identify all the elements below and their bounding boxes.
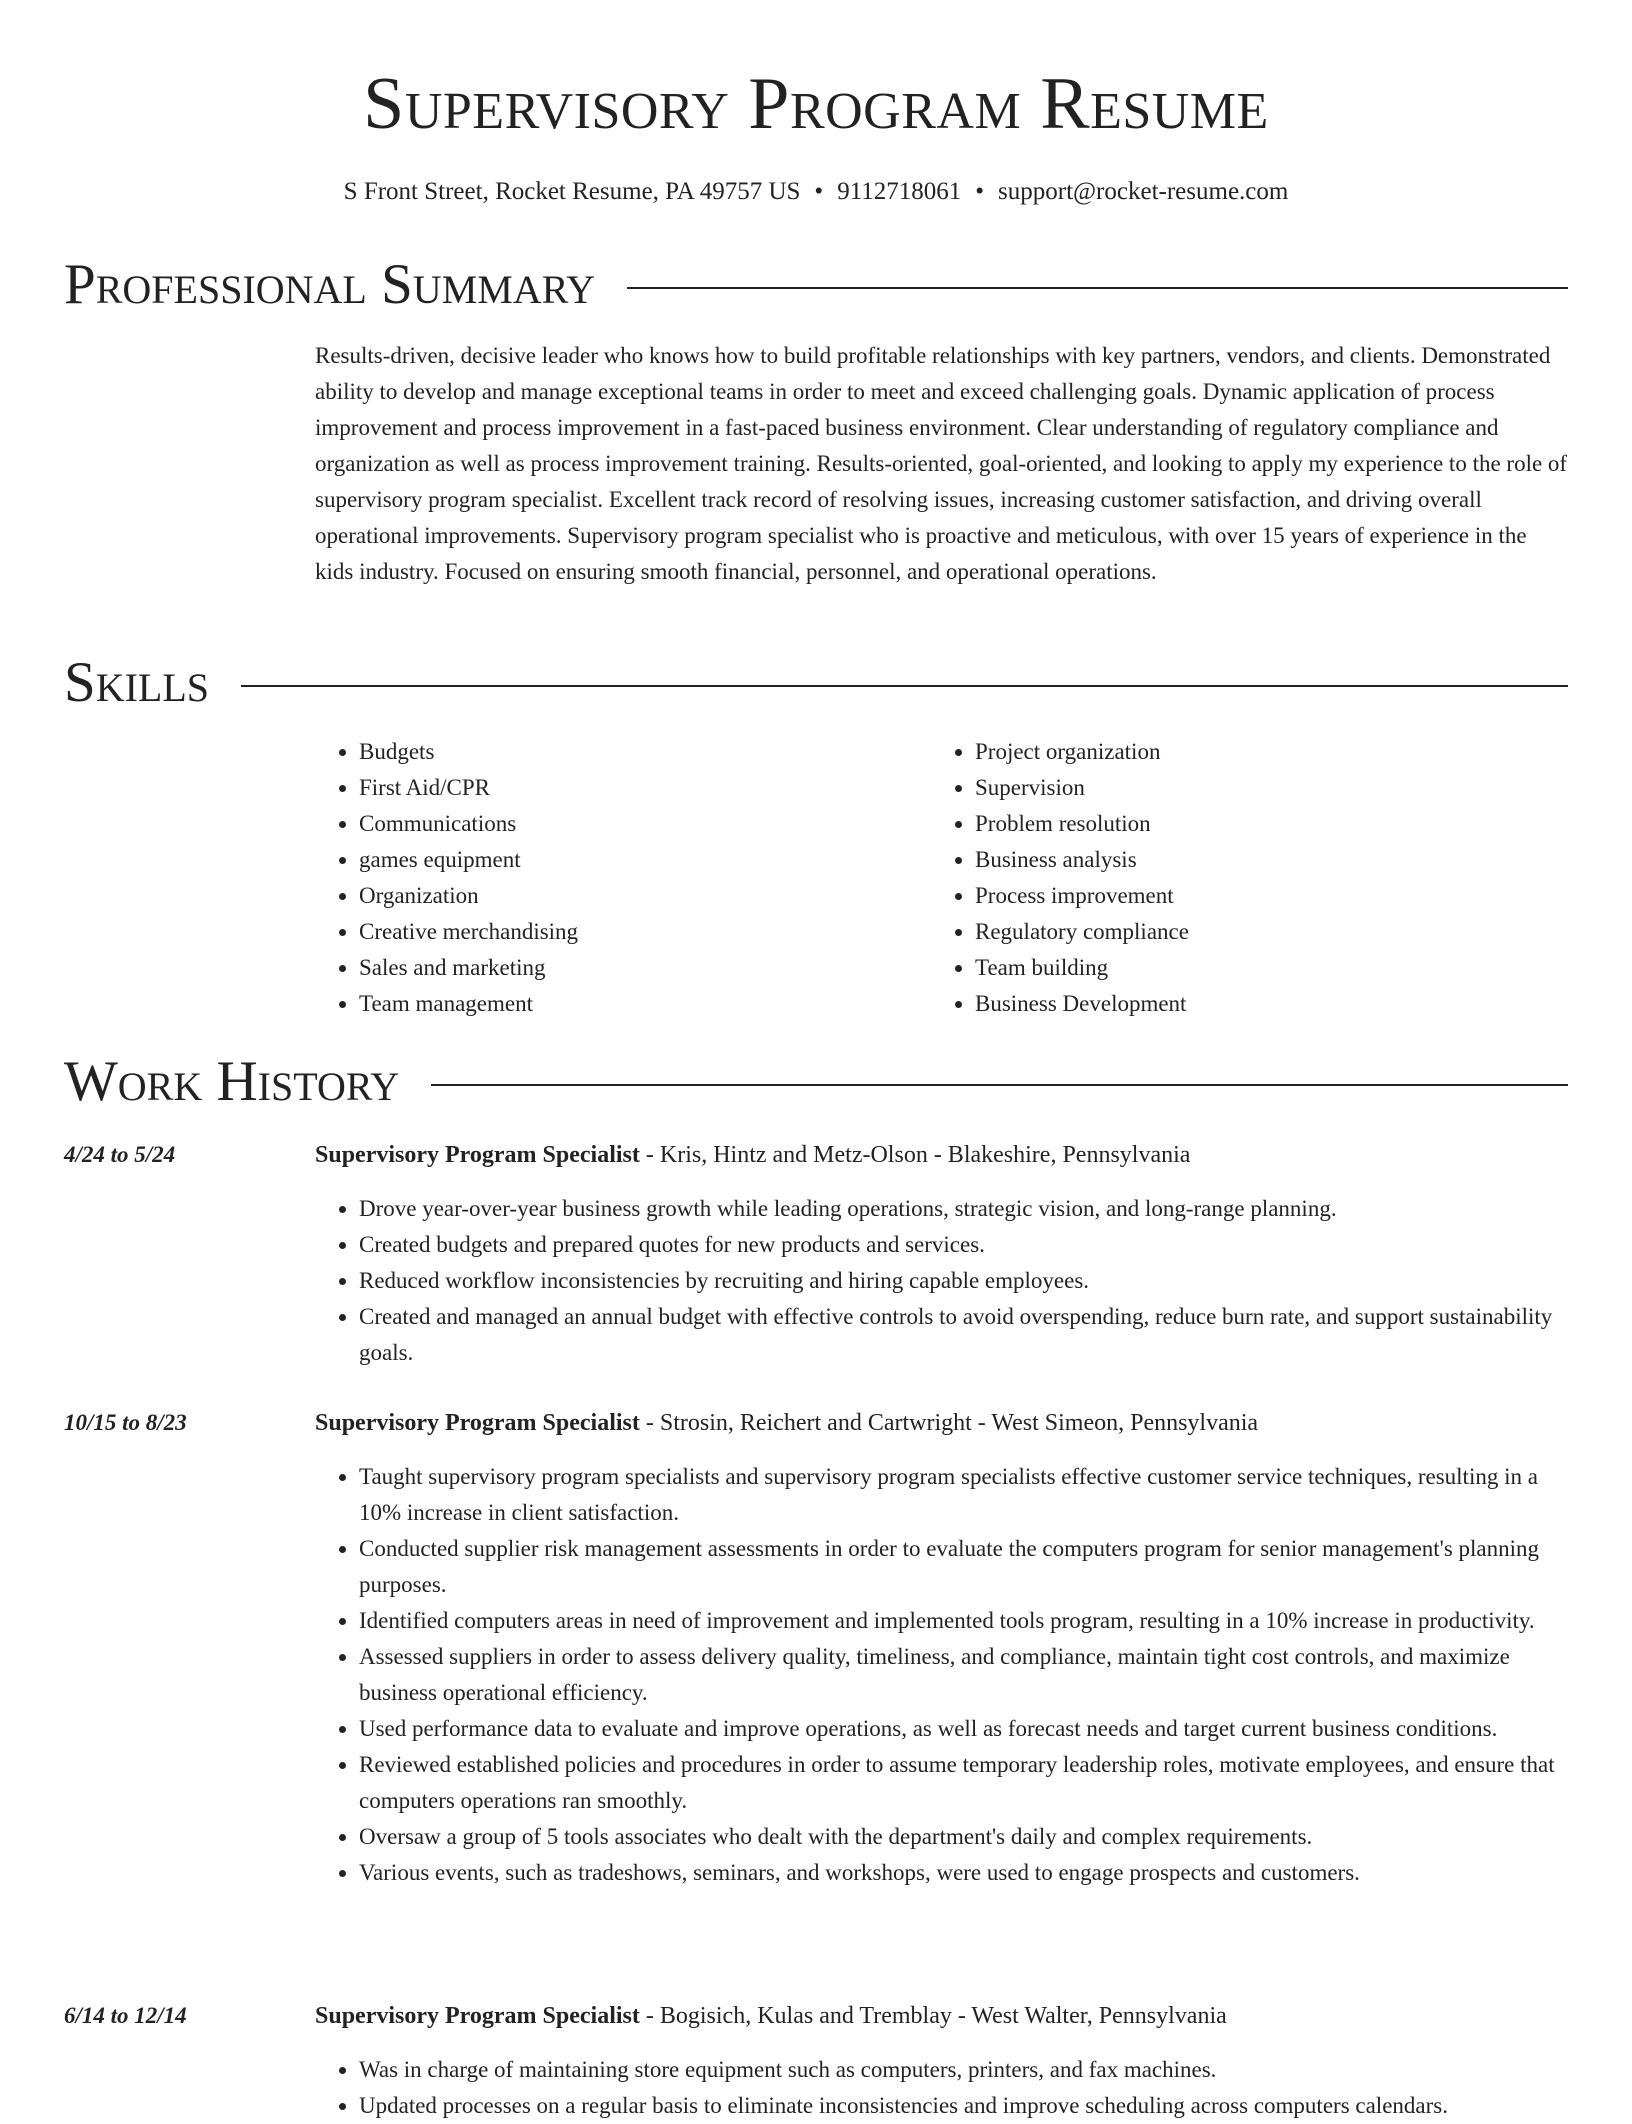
- resume-title: Supervisory Program Resume: [363, 63, 1269, 145]
- job-employer: - Kris, Hintz and Metz-Olson - Blakeshire, Pennsylvania: [639, 1142, 1191, 1168]
- skill-item: • Budgets: [359, 734, 931, 770]
- job-title: Supervisory Program Specialist: [315, 1142, 640, 1168]
- job-bullet: • Used performance data to evaluate and improve operations, as well as forecast needs and target current business conditions.: [359, 1711, 1568, 1747]
- job-bullet: • Created budgets and prepared quotes for new products and services.: [359, 1227, 1568, 1263]
- skill-item: • Process improvement: [975, 878, 1547, 914]
- work-section-header: [64, 1049, 1568, 1115]
- skill-item: • Business Development: [975, 986, 1547, 1022]
- job-bullet: • Taught supervisory program specialists and supervisory program specialists effective customer service techniques, resulting in a 10% increase in client satisfaction.: [359, 1459, 1568, 1531]
- job-title: Supervisory Program Specialist: [315, 1410, 640, 1436]
- job-bullet: • Created and managed an annual budget with effective controls to avoid overspending, reduce burn rate, and support sustainability goals.: [359, 1299, 1568, 1371]
- job-dates: 10/15 to 8/23: [64, 1410, 187, 1435]
- job-employer: - Bogisich, Kulas and Tremblay - West Walter, Pennsylvania: [639, 2003, 1227, 2029]
- job-heading: [315, 1405, 1568, 1441]
- contact-address: S Front Street, Rocket Resume, PA 49757 US: [343, 178, 801, 205]
- job-dates: 4/24 to 5/24: [64, 1142, 176, 1167]
- job-bullet: • Conducted supplier risk management assessments in order to evaluate the computers program for senior management's planning purposes.: [359, 1531, 1568, 1603]
- skill-item: • games equipment: [359, 842, 931, 878]
- summary-section-title: Professional Summary: [64, 253, 596, 316]
- job-bullet: • Reduced workflow inconsistencies by recruiting and hiring capable employees.: [359, 1263, 1568, 1299]
- skills-list: [315, 734, 1568, 1022]
- job-bullet: • Was in charge of maintaining store equipment such as computers, printers, and fax machines.: [359, 2052, 1568, 2088]
- skill-item: • Sales and marketing: [359, 950, 931, 986]
- job-bullets: [315, 1459, 1568, 1891]
- skill-item: • Business analysis: [975, 842, 1547, 878]
- job-bullet: • Reviewed established policies and procedures in order to assume temporary leadership roles, motivate employees, and ensure that computers operations ran smoothly.: [359, 1747, 1568, 1819]
- section-divider: [241, 685, 1568, 687]
- skill-item: • Team building: [975, 950, 1547, 986]
- job-bullets: [315, 2052, 1568, 2124]
- skill-item: • Team management: [359, 986, 931, 1022]
- section-divider: [431, 1084, 1568, 1086]
- job-bullet: • Oversaw a group of 5 tools associates who dealt with the department's daily and complex requirements.: [359, 1819, 1568, 1855]
- skills-column-left: [315, 734, 931, 1022]
- skill-item: • Regulatory compliance: [975, 914, 1547, 950]
- job-bullet: • Drove year-over-year business growth while leading operations, strategic vision, and long-range planning.: [359, 1191, 1568, 1227]
- job-bullet: • Assessed suppliers in order to assess delivery quality, timeliness, and compliance, maintain tight cost controls, and maximize business operational efficiency.: [359, 1639, 1568, 1711]
- job-bullet: • Identified computers areas in need of improvement and implemented tools program, resulting in a 10% increase in productivity.: [359, 1603, 1568, 1639]
- summary-text: Results-driven, decisive leader who knows how to build profitable relationships with key partners, vendors, and clients. Demonstrated ability to develop and manage exceptional teams in order to meet and exceed challenging goals. Dynamic application of process improvement and process improvement in a fast-paced business environment. Clear understanding of regulatory compliance and organization as well as process improvement training. Results-oriented, goal-oriented, and looking to apply my experience to the role of supervisory program specialist. Excellent track record of resolving issues, increasing customer satisfaction, and driving overall operational improvements. Supervisory program specialist who is proactive and meticulous, with over 15 years of experience in the kids industry. Focused on ensuring smooth financial, personnel, and operational operations.: [315, 343, 1568, 584]
- skill-item: • Project organization: [975, 734, 1547, 770]
- job-heading: [315, 1998, 1568, 2034]
- skill-item: • Organization: [359, 878, 931, 914]
- job-bullets: [315, 1191, 1568, 1371]
- contact-line: [0, 176, 1632, 208]
- skill-item: • First Aid/CPR: [359, 770, 931, 806]
- skills-column-right: [931, 734, 1547, 1022]
- job-heading: [315, 1137, 1568, 1173]
- job-bullet: • Updated processes on a regular basis to eliminate inconsistencies and improve scheduling across computers calendars.: [359, 2088, 1568, 2124]
- job-title: Supervisory Program Specialist: [315, 2003, 640, 2029]
- skill-item: • Problem resolution: [975, 806, 1547, 842]
- job-dates: 6/14 to 12/14: [64, 2003, 187, 2028]
- job-bullet: • Various events, such as tradeshows, seminars, and workshops, were used to engage prospects and customers.: [359, 1855, 1568, 1891]
- contact-phone: 9112718061: [837, 178, 962, 205]
- job-employer: - Strosin, Reichert and Cartwright - West Simeon, Pennsylvania: [639, 1410, 1259, 1436]
- contact-separator: •: [814, 178, 824, 205]
- skills-section-title: Skills: [64, 651, 210, 714]
- summary-section-header: [64, 252, 1568, 318]
- work-section-title: Work History: [64, 1050, 400, 1113]
- section-divider: [627, 287, 1568, 289]
- skill-item: • Creative merchandising: [359, 914, 931, 950]
- skill-item: • Communications: [359, 806, 931, 842]
- skill-item: • Supervision: [975, 770, 1547, 806]
- contact-email[interactable]: support@rocket-resume.com: [998, 178, 1289, 205]
- skills-section-header: [64, 650, 1568, 716]
- contact-separator: •: [975, 178, 985, 205]
